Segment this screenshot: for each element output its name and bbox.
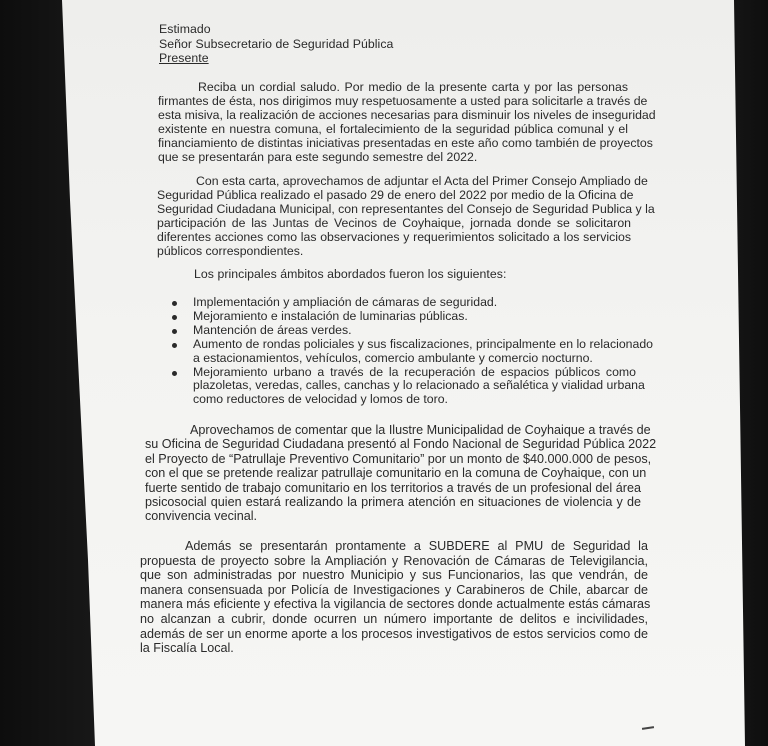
paragraph-3-line: psicosocial quien estará realizando la primera atención en situaciones de violencia y de (145, 495, 641, 510)
paragraph-1-line: Reciba un cordial saludo. Por medio de la presente carta y por las personas (198, 80, 628, 94)
salutation-line-3: Presente (159, 51, 209, 65)
list-item-text: Mejoramiento urbano a través de la recuperación de espacios públicos como (193, 364, 636, 379)
paragraph-1-line: existente en nuestra comuna, el fortalecimiento de la seguridad pública comunal y el (158, 121, 628, 136)
topics-list (170, 295, 654, 407)
paragraph-3-line: Aprovechamos de comentar que la Ilustre Municipalidad de Coyhaique a través de (190, 423, 651, 437)
paragraph-3-line: fuerte sentido de trabajo comunitario en los territorios a través de un profesional del área (145, 480, 641, 495)
paragraph-2-line: participación de las Juntas de Vecinos de Coyhaique, jornada donde se solicitaron (157, 215, 631, 230)
paragraph-4 (140, 539, 651, 656)
paragraph-3-line: su Oficina de Seguridad Ciudadana presentó al Fondo Nacional de Seguridad Pública 2022 (145, 437, 657, 452)
paragraph-2-line: Con esta carta, aprovechamos de adjuntar el Acta del Primer Consejo Ampliado de (196, 174, 648, 188)
paragraph-2-line: públicos correspondientes. (157, 243, 304, 258)
list-item (170, 310, 636, 324)
paragraph-4-line: Además se presentarán prontamente a SUBDERE al PMU de Seguridad la (185, 539, 648, 553)
list-item (170, 324, 636, 338)
list-item-text: Mantención de áreas verdes. (193, 322, 352, 337)
bullets-intro: Los principales ámbitos abordados fueron los siguientes: (194, 267, 507, 281)
paragraph-4-line: propuesta de proyecto sobre la Ampliación y Renovación de Cámaras de Televigilancia, (140, 553, 648, 568)
salutation-line-2: Señor Subsecretario de Seguridad Pública (159, 36, 394, 51)
paragraph-2-line: Seguridad Pública realizado el pasado 29 de enero del 2022 por medio de la Oficina de (157, 187, 634, 202)
paragraph-1 (158, 80, 656, 164)
list-item-text: a estacionamientos, vehículos, comercio ambulante y comercio nocturno. (193, 350, 593, 365)
paragraph-4-line: manera más eficiente y efectiva la vigilancia de sectores donde actualmente estás cámaras (140, 597, 651, 612)
paragraph-2-line: Seguridad Ciudadana Municipal, con representantes del Consejo de Seguridad Publica y la (157, 201, 655, 216)
list-item (170, 296, 636, 310)
paragraph-4-line: la Fiscalía Local. (140, 641, 234, 656)
paragraph-4-line: que son administradas por nuestro Municipio y sus Funcionarios, las que vendrán, de (140, 568, 648, 583)
paragraph-1-line: financiamiento de distintas iniciativas presentadas en este año como también de proyectos (158, 135, 653, 150)
paragraph-2 (157, 174, 655, 258)
salutation-block (159, 22, 393, 66)
paragraph-3-line: con el que se pretende realizar patrullaje comunitario en la comuna de Coyhaique, con un (145, 466, 647, 481)
paragraph-4-line: no alcanzan a cubrir, donde ocurren un número importante de delitos e incivilidades, (140, 611, 648, 626)
list-item-text: Implementación y ampliación de cámaras de seguridad. (193, 295, 498, 309)
list-item (170, 336, 654, 366)
paragraph-4-line: además de ser un enorme aporte a los procesos investigativos de estos servicios como de (140, 626, 648, 641)
list-item-text: plazoletas, veredas, calles, canchas y lo relacionado a señalética y vialidad urbana (193, 378, 645, 393)
paragraph-2-line: diferentes acciones como las observaciones y requerimientos solicitado a los servicios (157, 229, 631, 244)
paragraph-1-line: esta misiva, la realización de acciones necesarias para disminuir los niveles de inseguridad (158, 107, 656, 122)
list-item-text: como reductores de velocidad y lomos de toro. (193, 392, 448, 407)
paragraph-1-line: firmantes de ésta, nos dirigimos muy respetuosamente a usted para solicitarle a través de (158, 93, 648, 108)
paragraph-1-line: que se presentarán para este segundo semestre del 2022. (158, 149, 478, 164)
list-item-text: Mejoramiento e instalación de luminarias públicas. (193, 308, 468, 323)
paragraph-4-line: manera consensuada por Policía de Investigaciones y Carabineros de Chile, abarcar de (140, 582, 648, 597)
paragraph-3-line: convivencia vecinal. (145, 509, 258, 524)
list-item (170, 364, 645, 408)
paragraph-3 (145, 423, 657, 524)
paragraph-3-line: el Proyecto de “Patrullaje Preventivo Comunitario” por un monto de $40.000.000 de pesos, (145, 451, 652, 466)
list-item-text: Aumento de rondas policiales y sus fiscalizaciones, principalmente en lo relacionado (193, 336, 654, 351)
salutation-line-1: Estimado (159, 22, 211, 36)
